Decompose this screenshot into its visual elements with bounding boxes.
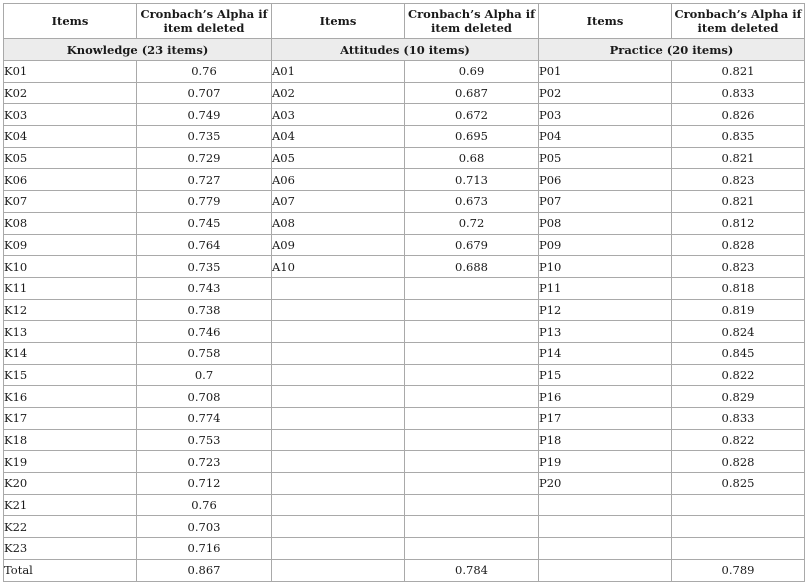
knowledge-item-cell: K16 bbox=[4, 386, 137, 408]
attitudes-item-cell bbox=[272, 516, 405, 538]
knowledge-item-cell: K15 bbox=[4, 364, 137, 386]
practice-alpha-cell: 0.835 bbox=[672, 126, 805, 148]
attitudes-alpha-cell: 0.688 bbox=[405, 256, 539, 278]
knowledge-alpha-cell: 0.745 bbox=[137, 212, 272, 234]
attitudes-alpha-cell bbox=[405, 451, 539, 473]
knowledge-item-cell: K01 bbox=[4, 61, 137, 83]
practice-alpha-cell: 0.825 bbox=[672, 473, 805, 495]
knowledge-alpha-cell: 0.743 bbox=[137, 277, 272, 299]
attitudes-item-cell bbox=[272, 538, 405, 560]
knowledge-alpha-cell: 0.746 bbox=[137, 321, 272, 343]
attitudes-item-cell bbox=[272, 342, 405, 364]
table-row bbox=[4, 191, 805, 213]
knowledge-alpha-cell: 0.738 bbox=[137, 299, 272, 321]
knowledge-alpha-cell: 0.7 bbox=[137, 364, 272, 386]
knowledge-item-cell: K04 bbox=[4, 126, 137, 148]
table-row bbox=[4, 473, 805, 495]
attitudes-alpha-cell bbox=[405, 538, 539, 560]
attitudes-alpha-cell: 0.68 bbox=[405, 147, 539, 169]
knowledge-alpha-cell: 0.779 bbox=[137, 191, 272, 213]
knowledge-item-cell: K19 bbox=[4, 451, 137, 473]
knowledge-alpha-cell: 0.729 bbox=[137, 147, 272, 169]
knowledge-alpha-cell: 0.764 bbox=[137, 234, 272, 256]
attitudes-alpha-cell: 0.713 bbox=[405, 169, 539, 191]
knowledge-alpha-cell: 0.753 bbox=[137, 429, 272, 451]
reliability-table bbox=[3, 3, 805, 582]
total-row bbox=[4, 559, 805, 581]
attitudes-item-cell: A06 bbox=[272, 169, 405, 191]
attitudes-alpha-cell bbox=[405, 408, 539, 430]
header-row bbox=[4, 4, 805, 39]
practice-item-cell: P02 bbox=[539, 82, 672, 104]
total-practice: 0.789 bbox=[672, 559, 805, 581]
practice-item-cell: P16 bbox=[539, 386, 672, 408]
attitudes-alpha-cell bbox=[405, 364, 539, 386]
attitudes-alpha-cell: 0.69 bbox=[405, 61, 539, 83]
practice-item-cell: P11 bbox=[539, 277, 672, 299]
attitudes-alpha-cell bbox=[405, 429, 539, 451]
table-row bbox=[4, 342, 805, 364]
empty-cell bbox=[539, 559, 672, 581]
group-row bbox=[4, 39, 805, 61]
knowledge-item-cell: K02 bbox=[4, 82, 137, 104]
table-row bbox=[4, 82, 805, 104]
attitudes-item-cell: A09 bbox=[272, 234, 405, 256]
practice-item-cell: P15 bbox=[539, 364, 672, 386]
knowledge-alpha-cell: 0.735 bbox=[137, 256, 272, 278]
knowledge-item-cell: K22 bbox=[4, 516, 137, 538]
attitudes-item-cell bbox=[272, 451, 405, 473]
attitudes-item-cell bbox=[272, 321, 405, 343]
practice-alpha-cell: 0.833 bbox=[672, 82, 805, 104]
practice-item-cell: P08 bbox=[539, 212, 672, 234]
attitudes-alpha-cell bbox=[405, 473, 539, 495]
items-header: Items bbox=[272, 4, 405, 39]
knowledge-item-cell: K14 bbox=[4, 342, 137, 364]
practice-alpha-cell: 0.824 bbox=[672, 321, 805, 343]
knowledge-alpha-cell: 0.727 bbox=[137, 169, 272, 191]
knowledge-item-cell: K13 bbox=[4, 321, 137, 343]
table-row bbox=[4, 61, 805, 83]
attitudes-item-cell: A10 bbox=[272, 256, 405, 278]
knowledge-item-cell: K12 bbox=[4, 299, 137, 321]
attitudes-alpha-cell: 0.72 bbox=[405, 212, 539, 234]
practice-alpha-cell: 0.812 bbox=[672, 212, 805, 234]
total-label: Total bbox=[4, 559, 137, 581]
knowledge-alpha-cell: 0.749 bbox=[137, 104, 272, 126]
attitudes-alpha-cell bbox=[405, 386, 539, 408]
practice-alpha-cell: 0.829 bbox=[672, 386, 805, 408]
attitudes-item-cell bbox=[272, 494, 405, 516]
practice-item-cell: P17 bbox=[539, 408, 672, 430]
attitudes-alpha-cell bbox=[405, 299, 539, 321]
knowledge-alpha-cell: 0.712 bbox=[137, 473, 272, 495]
knowledge-item-cell: K07 bbox=[4, 191, 137, 213]
practice-alpha-cell bbox=[672, 538, 805, 560]
table-row bbox=[4, 516, 805, 538]
attitudes-item-cell: A02 bbox=[272, 82, 405, 104]
knowledge-item-cell: K09 bbox=[4, 234, 137, 256]
table-row bbox=[4, 147, 805, 169]
knowledge-item-cell: K06 bbox=[4, 169, 137, 191]
items-header: Items bbox=[4, 4, 137, 39]
knowledge-alpha-cell: 0.707 bbox=[137, 82, 272, 104]
practice-alpha-cell: 0.823 bbox=[672, 256, 805, 278]
attitudes-item-cell: A04 bbox=[272, 126, 405, 148]
practice-alpha-cell: 0.826 bbox=[672, 104, 805, 126]
practice-item-cell: P06 bbox=[539, 169, 672, 191]
practice-item-cell: P18 bbox=[539, 429, 672, 451]
table-row bbox=[4, 299, 805, 321]
knowledge-item-cell: K18 bbox=[4, 429, 137, 451]
practice-item-cell: P01 bbox=[539, 61, 672, 83]
practice-alpha-cell: 0.828 bbox=[672, 451, 805, 473]
practice-item-cell: P19 bbox=[539, 451, 672, 473]
empty-cell bbox=[272, 559, 405, 581]
practice-item-cell: P07 bbox=[539, 191, 672, 213]
practice-alpha-cell: 0.822 bbox=[672, 364, 805, 386]
practice-alpha-cell: 0.818 bbox=[672, 277, 805, 299]
practice-item-cell bbox=[539, 494, 672, 516]
table-row bbox=[4, 494, 805, 516]
table-row bbox=[4, 212, 805, 234]
table-body bbox=[4, 61, 805, 560]
practice-alpha-cell: 0.819 bbox=[672, 299, 805, 321]
table-row bbox=[4, 104, 805, 126]
practice-item-cell: P10 bbox=[539, 256, 672, 278]
table-row bbox=[4, 408, 805, 430]
attitudes-alpha-cell bbox=[405, 277, 539, 299]
attitudes-item-cell: A07 bbox=[272, 191, 405, 213]
practice-item-cell: P12 bbox=[539, 299, 672, 321]
attitudes-alpha-cell: 0.695 bbox=[405, 126, 539, 148]
table-row bbox=[4, 451, 805, 473]
practice-item-cell: P04 bbox=[539, 126, 672, 148]
knowledge-item-cell: K23 bbox=[4, 538, 137, 560]
table-row bbox=[4, 429, 805, 451]
attitudes-item-cell: A08 bbox=[272, 212, 405, 234]
practice-item-cell: P05 bbox=[539, 147, 672, 169]
table-row bbox=[4, 277, 805, 299]
alpha-header: Cronbach’s Alpha if item deleted bbox=[672, 4, 805, 39]
attitudes-item-cell: A03 bbox=[272, 104, 405, 126]
practice-item-cell bbox=[539, 538, 672, 560]
practice-item-cell: P13 bbox=[539, 321, 672, 343]
practice-item-cell: P14 bbox=[539, 342, 672, 364]
table-row bbox=[4, 234, 805, 256]
attitudes-alpha-cell: 0.679 bbox=[405, 234, 539, 256]
knowledge-item-cell: K03 bbox=[4, 104, 137, 126]
practice-alpha-cell: 0.845 bbox=[672, 342, 805, 364]
knowledge-alpha-cell: 0.735 bbox=[137, 126, 272, 148]
knowledge-item-cell: K10 bbox=[4, 256, 137, 278]
attitudes-item-cell bbox=[272, 299, 405, 321]
attitudes-item-cell bbox=[272, 429, 405, 451]
practice-alpha-cell: 0.821 bbox=[672, 191, 805, 213]
practice-alpha-cell bbox=[672, 516, 805, 538]
total-knowledge: 0.867 bbox=[137, 559, 272, 581]
knowledge-alpha-cell: 0.716 bbox=[137, 538, 272, 560]
table-row bbox=[4, 321, 805, 343]
attitudes-item-cell bbox=[272, 408, 405, 430]
alpha-header: Cronbach’s Alpha if item deleted bbox=[137, 4, 272, 39]
practice-item-cell: P09 bbox=[539, 234, 672, 256]
knowledge-item-cell: K08 bbox=[4, 212, 137, 234]
attitudes-alpha-cell: 0.672 bbox=[405, 104, 539, 126]
knowledge-item-cell: K05 bbox=[4, 147, 137, 169]
practice-item-cell: P20 bbox=[539, 473, 672, 495]
attitudes-item-cell bbox=[272, 386, 405, 408]
attitudes-alpha-cell: 0.687 bbox=[405, 82, 539, 104]
group-attitudes: Attitudes (10 items) bbox=[272, 39, 539, 61]
practice-alpha-cell bbox=[672, 494, 805, 516]
practice-alpha-cell: 0.823 bbox=[672, 169, 805, 191]
attitudes-item-cell bbox=[272, 364, 405, 386]
practice-item-cell: P03 bbox=[539, 104, 672, 126]
attitudes-item-cell bbox=[272, 473, 405, 495]
practice-item-cell bbox=[539, 516, 672, 538]
total-attitudes: 0.784 bbox=[405, 559, 539, 581]
knowledge-alpha-cell: 0.708 bbox=[137, 386, 272, 408]
items-header: Items bbox=[539, 4, 672, 39]
attitudes-item-cell bbox=[272, 277, 405, 299]
attitudes-alpha-cell bbox=[405, 321, 539, 343]
knowledge-item-cell: K20 bbox=[4, 473, 137, 495]
attitudes-alpha-cell bbox=[405, 342, 539, 364]
table-row bbox=[4, 364, 805, 386]
practice-alpha-cell: 0.822 bbox=[672, 429, 805, 451]
group-knowledge: Knowledge (23 items) bbox=[4, 39, 272, 61]
table-row bbox=[4, 169, 805, 191]
knowledge-alpha-cell: 0.703 bbox=[137, 516, 272, 538]
knowledge-item-cell: K11 bbox=[4, 277, 137, 299]
practice-alpha-cell: 0.833 bbox=[672, 408, 805, 430]
group-practice: Practice (20 items) bbox=[539, 39, 805, 61]
attitudes-alpha-cell bbox=[405, 516, 539, 538]
knowledge-alpha-cell: 0.76 bbox=[137, 61, 272, 83]
alpha-header: Cronbach’s Alpha if item deleted bbox=[405, 4, 539, 39]
attitudes-item-cell: A05 bbox=[272, 147, 405, 169]
attitudes-alpha-cell bbox=[405, 494, 539, 516]
knowledge-item-cell: K21 bbox=[4, 494, 137, 516]
table-row bbox=[4, 256, 805, 278]
table-row bbox=[4, 126, 805, 148]
practice-alpha-cell: 0.821 bbox=[672, 147, 805, 169]
table-row bbox=[4, 386, 805, 408]
practice-alpha-cell: 0.828 bbox=[672, 234, 805, 256]
knowledge-alpha-cell: 0.758 bbox=[137, 342, 272, 364]
knowledge-alpha-cell: 0.723 bbox=[137, 451, 272, 473]
knowledge-item-cell: K17 bbox=[4, 408, 137, 430]
knowledge-alpha-cell: 0.76 bbox=[137, 494, 272, 516]
attitudes-item-cell: A01 bbox=[272, 61, 405, 83]
knowledge-alpha-cell: 0.774 bbox=[137, 408, 272, 430]
attitudes-alpha-cell: 0.673 bbox=[405, 191, 539, 213]
table-row bbox=[4, 538, 805, 560]
practice-alpha-cell: 0.821 bbox=[672, 61, 805, 83]
